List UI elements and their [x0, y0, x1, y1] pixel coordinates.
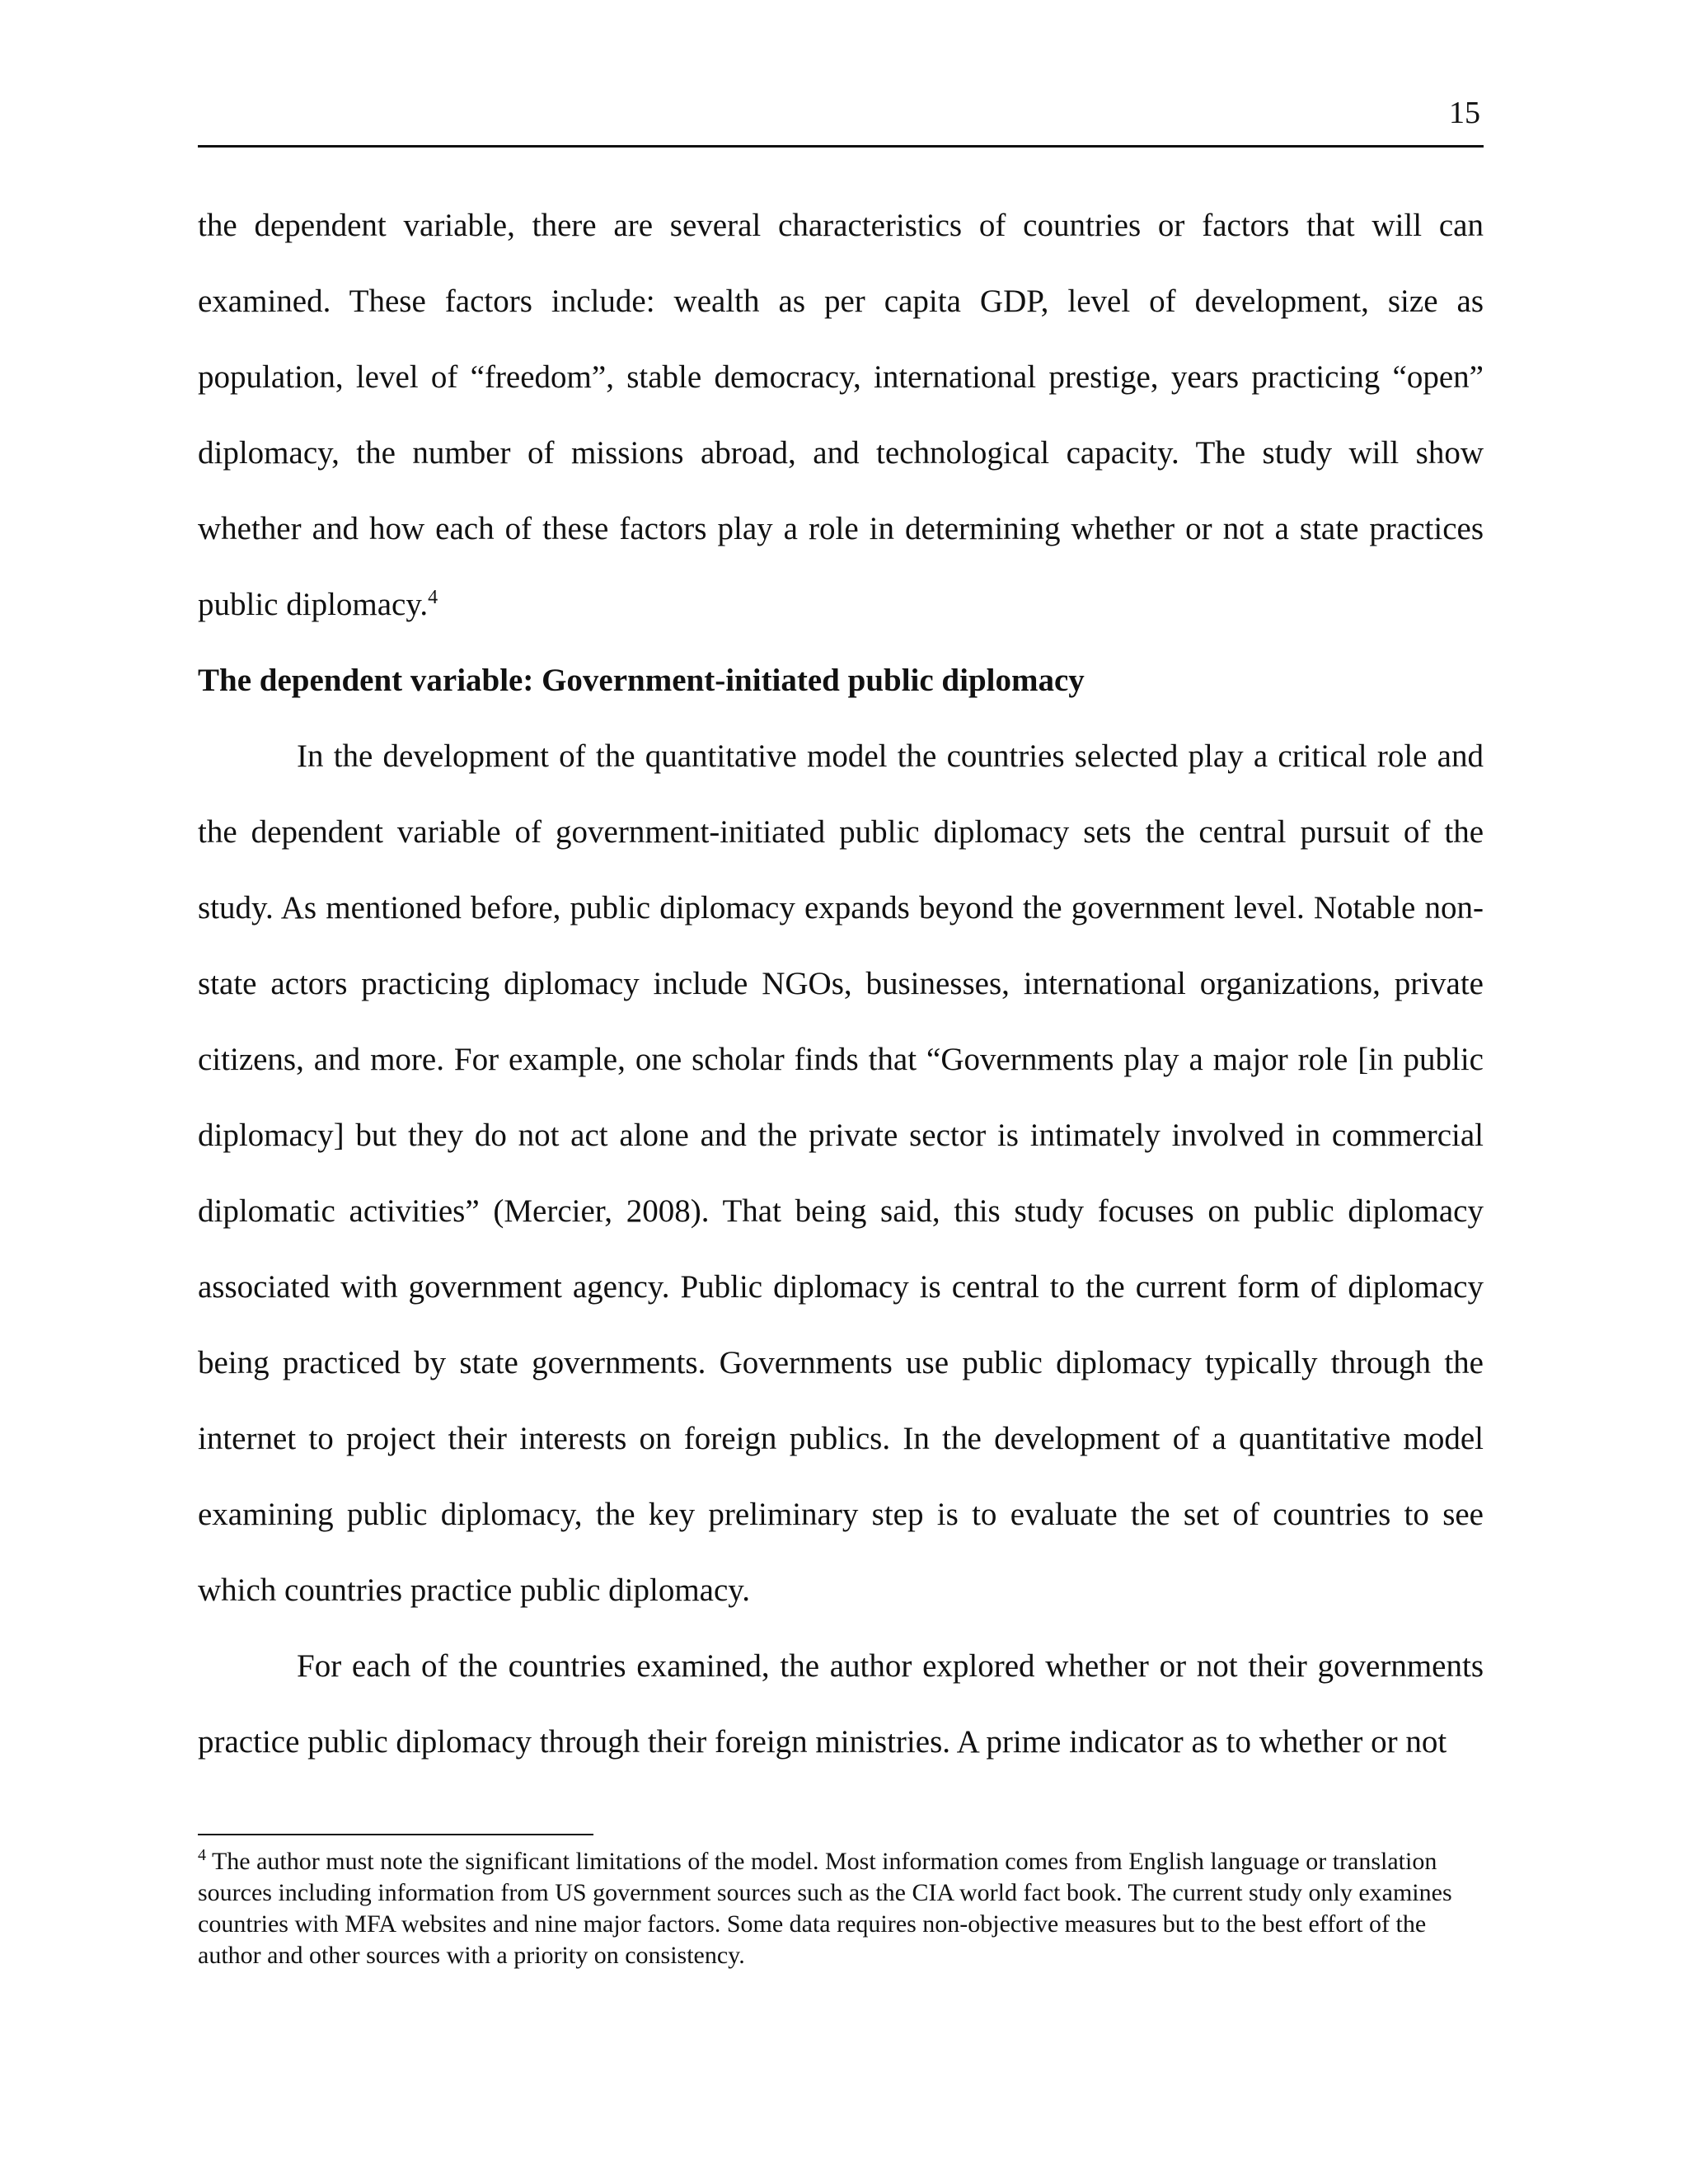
footnote-text: The author must note the significant limitations of the model. Most information comes from English language or translation sources including information from US government sources such as the CIA world fact book. The current study only examines countries with MFA websites and nine major factors. Some data requires non-objective measures but to the best effort of the author and other sources with a priority on consistency.	[198, 1848, 1452, 1969]
body-text	[198, 188, 1484, 1780]
paragraph-1	[198, 188, 1484, 643]
paragraph-1-text: the dependent variable, there are several characteristics of countries or factors that will can examined. These factors include: wealth as per capita GDP, level of development, size as population, level of “freedom”, stable democracy, international prestige, years practicing “open” diplomacy, the number of missions abroad, and technological capacity. The study will show whether and how each of these factors play a role in determining whether or not a state practices public diplomacy.	[198, 208, 1484, 622]
footnote-marker: 4	[198, 1846, 206, 1864]
paragraph-2: In the development of the quantitative model the countries selected play a critical role and the dependent variable of government-initiated public diplomacy sets the central pursuit of the study. As mentioned before, public diplomacy expands beyond the government level. Notable non-state actors practicing diplomacy include NGOs, businesses, international organizations, private citizens, and more. For example, one scholar finds that “Governments play a major role [in public diplomacy] but they do not act alone and the private sector is intimately involved in commercial diplomatic activities” (Mercier, 2008). That being said, this study focuses on public diplomacy associated with government agency. Public diplomacy is central to the current form of diplomacy being practiced by state governments. Governments use public diplomacy typically through the internet to project their interests on foreign publics. In the development of a quantitative model examining public diplomacy, the key preliminary step is to evaluate the set of countries to see which countries practice public diplomacy.	[198, 738, 1484, 1608]
header-rule	[198, 145, 1484, 148]
section-heading: The dependent variable: Government-initiated public diplomacy	[198, 663, 1085, 698]
paragraph-3: For each of the countries examined, the author explored whether or not their governments practice public diplomacy through their foreign ministries. A prime indicator as to whether or not	[198, 1648, 1484, 1760]
page-number: 15	[1449, 96, 1480, 130]
footnote-reference[interactable]: 4	[428, 587, 438, 608]
footnote-rule	[198, 1834, 593, 1835]
footnote	[198, 1846, 1484, 1971]
